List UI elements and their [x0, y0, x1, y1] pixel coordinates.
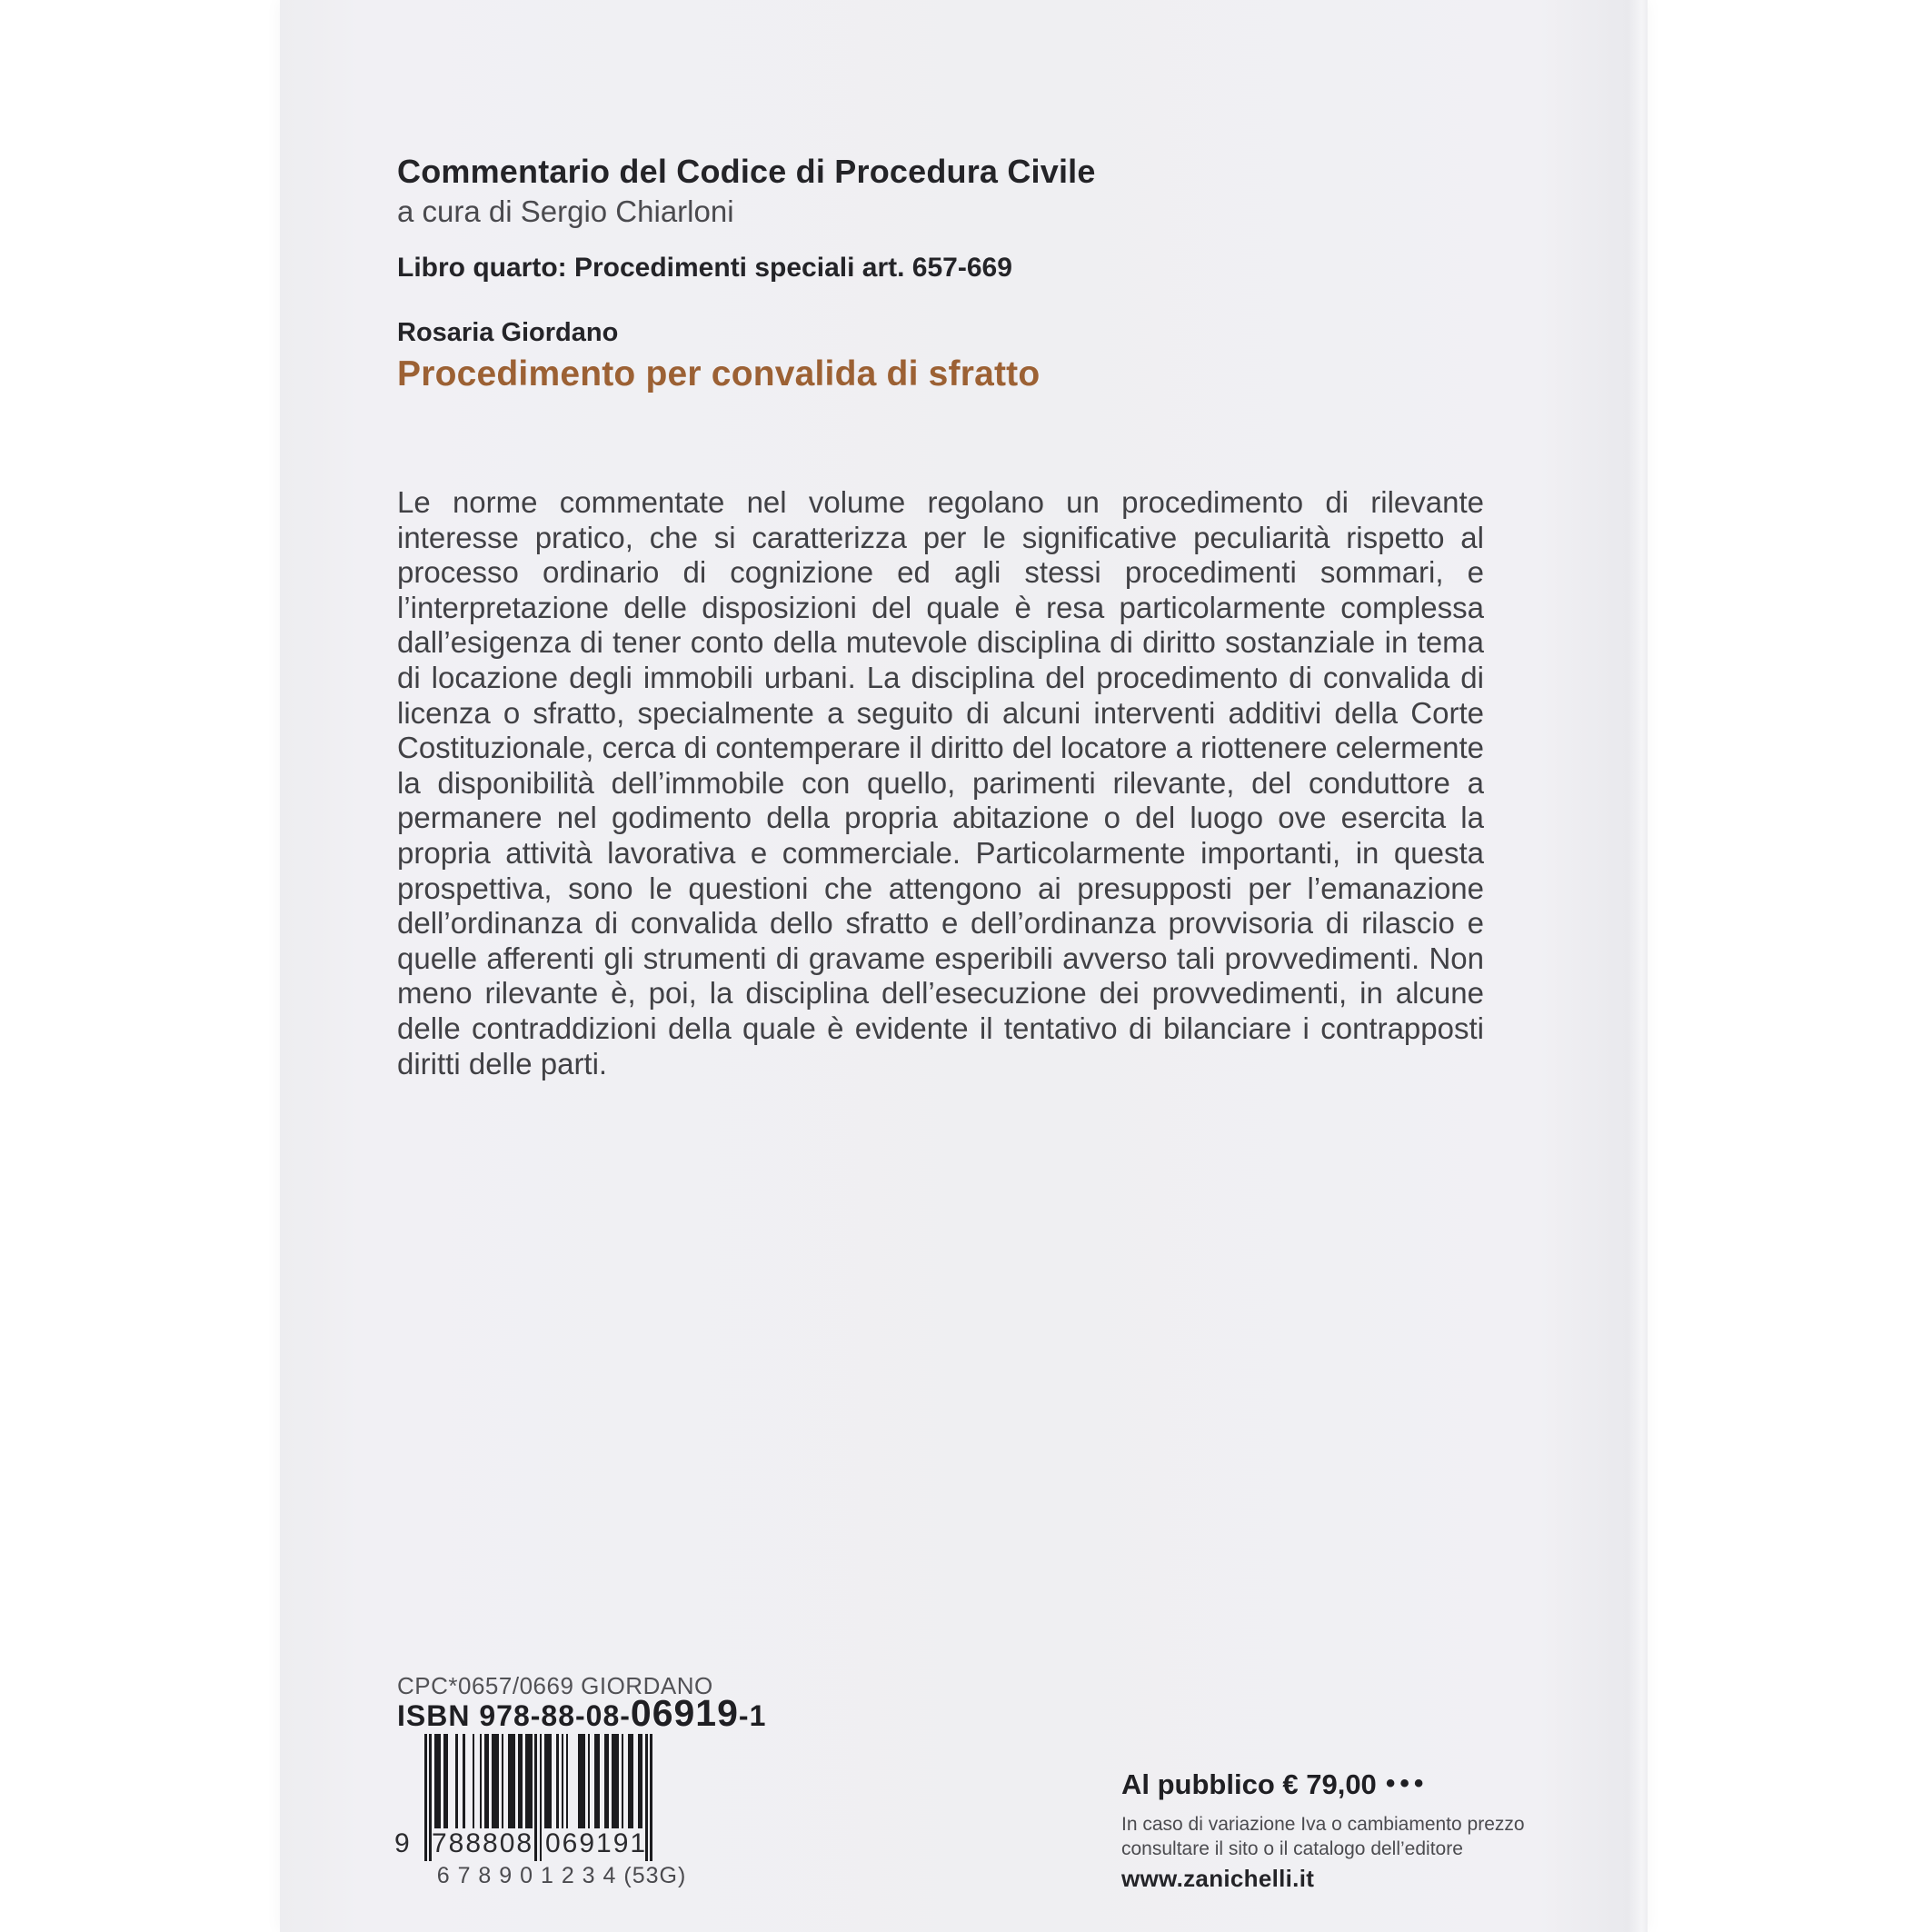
barcode-sub-numbers: 6 7 8 9 0 1 2 3 4 (53G) [436, 1863, 687, 1888]
isbn-big-digits: 06919 [630, 1692, 739, 1734]
price-dots-icon: ••• [1385, 1768, 1429, 1798]
series-editor: a cura di Sergio Chiarloni [397, 194, 734, 228]
barcode-first-digit: 9 [394, 1828, 410, 1858]
retail-price [1121, 1768, 1428, 1801]
isbn-check-digit: -1 [738, 1699, 767, 1732]
barcode-digits-left-group: 788808 [432, 1828, 534, 1858]
price-disclaimer-line-2: consultare il sito o il catalogo dell’editore [1121, 1838, 1463, 1859]
publisher-website: www.zanichelli.it [1121, 1865, 1315, 1892]
series-title: Commentario del Codice di Procedura Civile [397, 153, 1096, 190]
book-title: Procedimento per convalida di sfratto [397, 354, 1041, 393]
product-code: CPC*0657/0669 GIORDANO [397, 1672, 713, 1699]
book-back-cover [280, 0, 1648, 1932]
isbn-prefix: ISBN 978-88-08- [397, 1699, 631, 1732]
volume-subtitle: Libro quarto: Procedimenti speciali art. 657-669 [397, 253, 1012, 283]
price-disclaimer-line-1: In caso di variazione Iva o cambiamento prezzo [1121, 1814, 1525, 1835]
barcode-digits-right-group: 069191 [545, 1828, 648, 1858]
price-text: Al pubblico € 79,00 [1121, 1768, 1377, 1800]
author-name: Rosaria Giordano [397, 318, 619, 347]
isbn-number [397, 1692, 766, 1735]
back-cover-blurb: Le norme commentate nel volume regolano un procedimento di rilevante interesse pratico, che si caratterizza per le significative peculiarità rispetto al processo ordinario di cognizione ed agli stessi procedimenti sommari, e l’interpretazione delle disposizioni del quale è resa particolarmente complessa dall’esigenza di tener conto della mutevole disciplina di diritto sostanziale in tema di locazione degli immobili urbani. La disciplina del procedimento di convalida di licenza o sfratto, specialmente a seguito di alcuni interventi additivi della Corte Costituzionale, cerca di contemperare il diritto del locatore a riottenere celermente la disponibilità dell’immobile con quello, parimenti rilevante, del conduttore a permanere nel godimento della propria abitazione o del luogo ove esercita la propria attività lavorativa e commerciale. Particolarmente importanti, in questa prospettiva, sono le questioni che attengono ai presupposti per l’emanazione dell’ordinanza di convalida dello sfratto e dell’ordinanza provvisoria di rilascio e quelle afferenti gli strumenti di gravame esperibili avverso tali provvedimenti. Non meno rilevante è, poi, la disciplina dell’esecuzione dei provvedimenti, in alcune delle contraddizioni della quale è evidente il tentativo di bilanciare i contrapposti diritti delle parti. [397, 485, 1484, 1081]
